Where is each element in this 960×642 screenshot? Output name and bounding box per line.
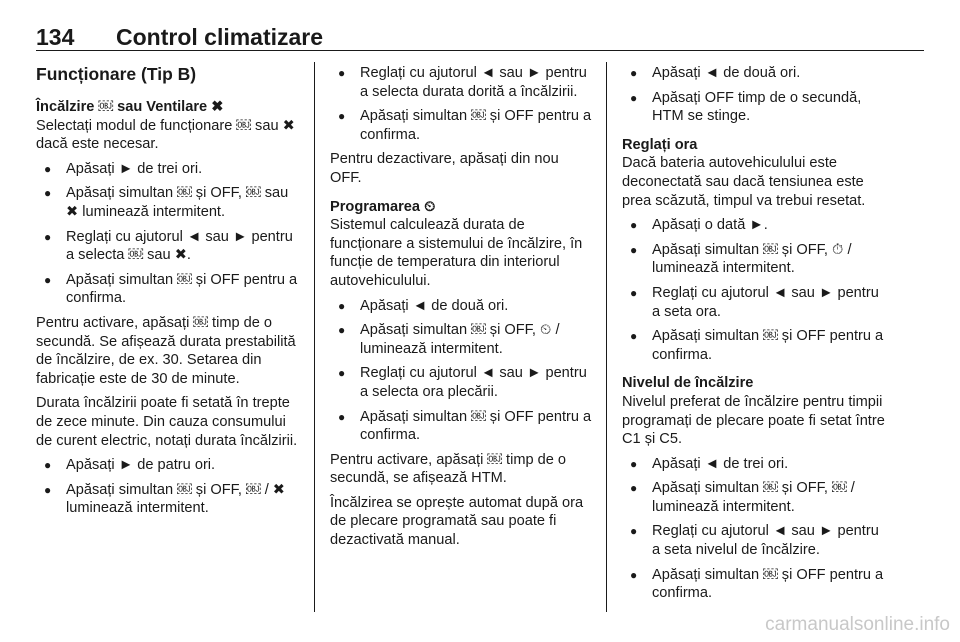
list-item: ● Apăsați simultan ￼ și OFF, ⏲ / luminează intermitent. (330, 321, 594, 358)
page-number: 134 (36, 24, 75, 50)
step-list (622, 216, 888, 364)
paragraph: Durata încălzirii poate fi setată în trepte de zece minute. Din cauza consumului de curent electric, notați durata încălzirii. (36, 395, 298, 449)
list-item: ● Apăsați simultan ￼ și OFF pentru a confirma. (622, 327, 888, 364)
step-list (36, 456, 300, 518)
column-divider-1 (314, 62, 315, 612)
subheading-heating-mode: Încălzire ￼ sau Ventilare ✖ (36, 99, 224, 115)
list-item: ● Apăsați simultan ￼ și OFF, ￼ sau ✖ luminează intermitent. (36, 184, 300, 221)
list-item: ● Apăsați simultan ￼ și OFF pentru a confirma. (330, 107, 594, 144)
paragraph: Dacă bateria autovehiculului este deconectată sau dacă tensiunea este prea scăzută, timpul va trebui resetat. (622, 155, 866, 209)
column-1 (36, 98, 300, 524)
subheading-programming: Programarea ⏲ (330, 198, 436, 215)
watermark: carmanualsonline.info (765, 614, 950, 635)
list-item: ● Apăsați simultan ￼ și OFF, ￼ / ✖ luminează intermitent. (36, 481, 300, 518)
step-list (622, 64, 888, 126)
list-item: ● Reglați cu ajutorul ◄ sau ► pentru a seta ora. (622, 284, 888, 321)
paragraph: Sistemul calculează durata de funcționare a sistemului de încălzire, în funcție de temperatura din interiorul autovehiculului. (330, 217, 583, 289)
list-item: ● Reglați cu ajutorul ◄ sau ► pentru a selecta ￼ sau ✖. (36, 228, 300, 265)
list-item: ● Apăsați simultan ￼ și OFF, ￼ / luminează intermitent. (622, 479, 888, 516)
paragraph: Încălzirea se oprește automat după ora de plecare programată sau poate fi dezactivată manual. (330, 494, 584, 549)
chapter-title: Control climatizare (116, 24, 324, 50)
list-item: ● Apăsați ◄ de trei ori. (622, 455, 888, 474)
list-item: ● Apăsați ◄ de două ori. (622, 64, 888, 83)
step-list (330, 64, 594, 144)
column-3 (622, 64, 888, 609)
column-2 (330, 64, 594, 556)
header-divider (36, 50, 924, 51)
list-item: ● Apăsați ◄ de două ori. (330, 297, 594, 316)
paragraph: Pentru activare, apăsați ￼ timp de o secundă. Se afișează durata prestabilită de încălzire, de ex. 30. Setarea din fabricație este de 30 de minute. (36, 314, 296, 387)
list-item: ● Apăsați simultan ￼ și OFF pentru a confirma. (622, 566, 888, 603)
subheading-heating-level: Nivelul de încălzire (622, 375, 754, 392)
list-item: ● Reglați cu ajutorul ◄ sau ► pentru a seta nivelul de încălzire. (622, 522, 888, 559)
list-item: ● Apăsați simultan ￼ și OFF, ⏱ / luminează intermitent. (622, 241, 888, 278)
list-item: ● Apăsați simultan ￼ și OFF pentru a confirma. (330, 408, 594, 445)
list-item: ● Apăsați o dată ►. (622, 216, 888, 235)
list-item: ● Apăsați ► de patru ori. (36, 456, 300, 475)
step-list (330, 297, 594, 445)
paragraph: Pentru dezactivare, apăsați din nou OFF. (330, 151, 559, 186)
list-item: ● Apăsați ► de trei ori. (36, 160, 300, 179)
paragraph: Pentru activare, apăsați ￼ timp de o secundă, se afișează HTM. (330, 451, 567, 487)
page-header (36, 14, 924, 54)
list-item: ● Apăsați OFF timp de o secundă, HTM se stinge. (622, 89, 888, 126)
subheading-set-time: Reglați ora (622, 136, 698, 153)
paragraph: Selectați modul de funcționare ￼ sau ✖ dacă este necesar. (36, 117, 295, 153)
paragraph: Nivelul preferat de încălzire pentru timpii programați de plecare poate fi setat între C1 și C5. (622, 393, 885, 448)
list-item: ● Reglați cu ajutorul ◄ sau ► pentru a selecta ora plecării. (330, 364, 594, 401)
step-list (622, 455, 888, 603)
section-title: Funcționare (Tip B) (36, 64, 197, 84)
column-divider-2 (606, 62, 607, 612)
step-list (36, 160, 300, 308)
list-item: ● Apăsați simultan ￼ și OFF pentru a confirma. (36, 271, 300, 308)
list-item: ● Reglați cu ajutorul ◄ sau ► pentru a selecta durata dorită a încălzirii. (330, 64, 594, 101)
